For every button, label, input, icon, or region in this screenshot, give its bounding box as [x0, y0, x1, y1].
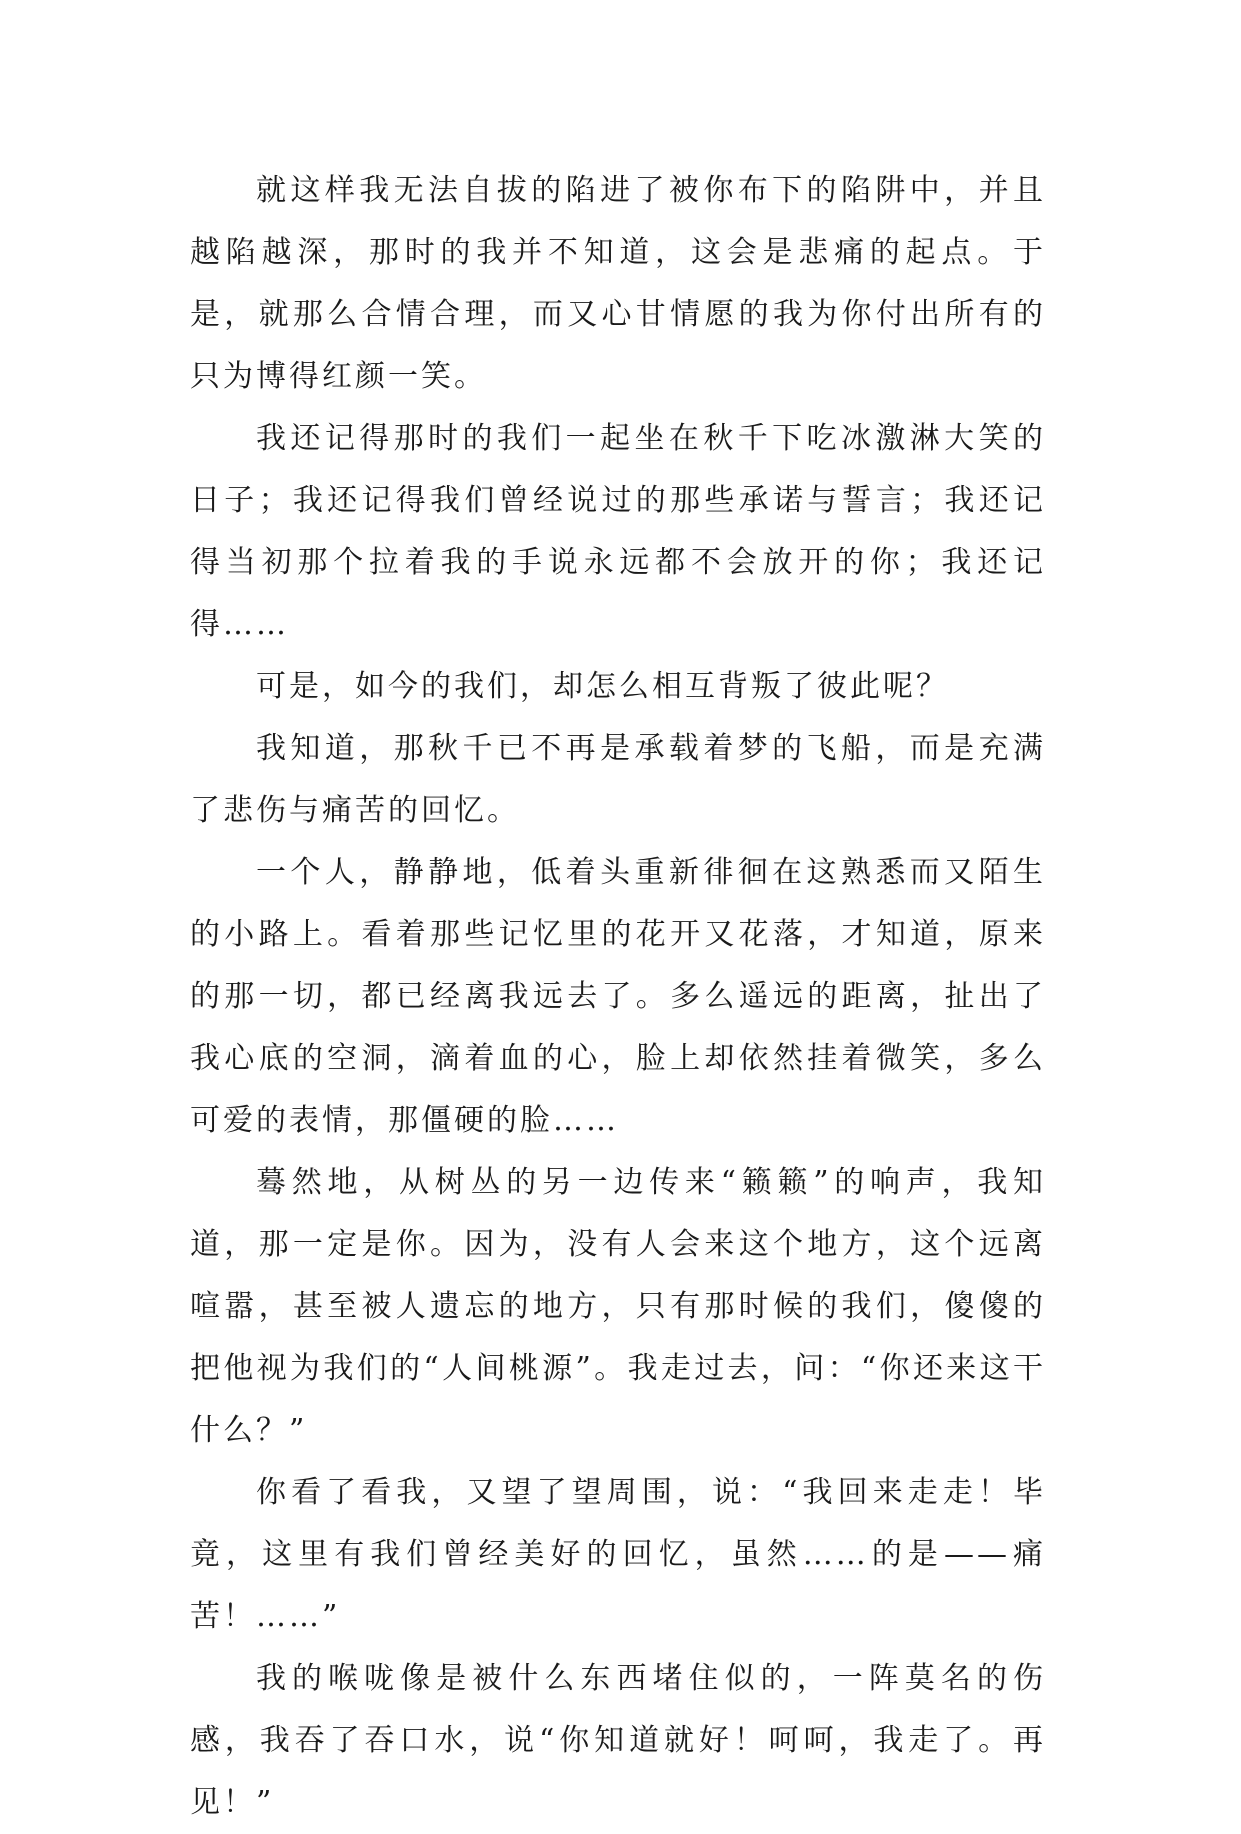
paragraph-7: 你看了看我，又望了望周围，说：“我回来走走！毕竟，这里有我们曾经美好的回忆，虽然……的是——痛苦！……”	[190, 1475, 1046, 1634]
paragraph-5: 一个人，静静地，低着头重新徘徊在这熟悉而又陌生的小路上。看着那些记忆里的花开又花落，才知道，原来的那一切，都已经离我远去了。多么遥远的距离，扯出了我心底的空洞，滴着血的心，脸上却依然挂着微笑，多么可爱的表情，那僵硬的脸……	[190, 855, 1046, 1138]
paragraph-8: 我的喉咙像是被什么东西堵住似的，一阵莫名的伤感，我吞了吞口水，说“你知道就好！呵呵，我走了。再见！”	[190, 1661, 1046, 1820]
paragraph-1: 就这样我无法自拔的陷进了被你布下的陷阱中，并且越陷越深，那时的我并不知道，这会是悲痛的起点。于是，就那么合情合理，而又心甘情愿的我为你付出所有的只为博得红颜一笑。	[190, 173, 1046, 394]
paragraph-2: 我还记得那时的我们一起坐在秋千下吃冰激淋大笑的日子；我还记得我们曾经说过的那些承诺与誓言；我还记得当初那个拉着我的手说永远都不会放开的你；我还记得……	[190, 421, 1046, 642]
paragraph-3: 可是，如今的我们，却怎么相互背叛了彼此呢？	[256, 669, 949, 704]
paragraph-6: 蓦然地，从树丛的另一边传来“籁籁”的响声，我知道，那一定是你。因为，没有人会来这个地方，这个远离喧嚣，甚至被人遗忘的地方，只有那时候的我们，傻傻的把他视为我们的“人间桃源”。我走过去，问：“你还来这干什么？”	[190, 1165, 1046, 1448]
document-body	[190, 160, 1046, 1834]
paragraph-4: 我知道，那秋千已不再是承载着梦的飞船，而是充满了悲伤与痛苦的回忆。	[190, 731, 1046, 828]
